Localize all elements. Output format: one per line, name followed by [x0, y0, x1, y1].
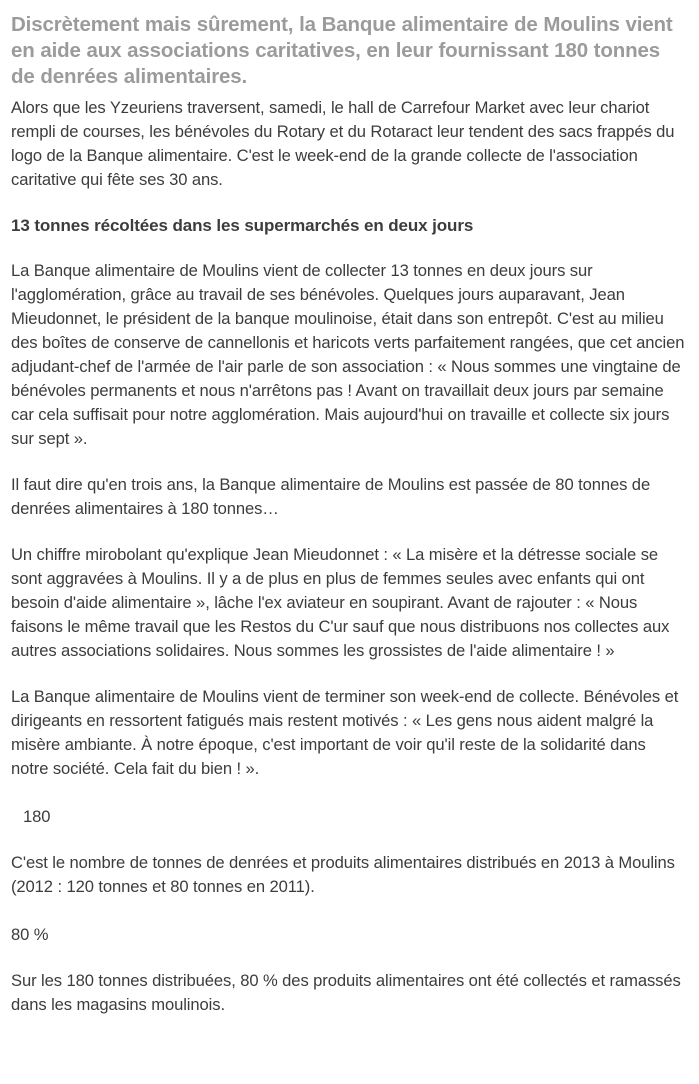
article-headline: Discrètement mais sûrement, la Banque alimentaire de Moulins vient en aide aux associations caritatives, en leur fournissant 180 tonnes de denrées alimentaires.: [11, 13, 673, 88]
article-lead-paragraph: Alors que les Yzeuriens traversent, samedi, le hall de Carrefour Market avec leur chariot rempli de courses, les bénévoles du Rotary et du Rotaract leur tendent des sacs frappés du logo de la Banque alimentaire. C'est le week-end de la grande collecte de l'association caritative qui fête ses 30 ans.: [11, 98, 675, 189]
article-paragraph-3: Un chiffre mirobolant qu'explique Jean Mieudonnet : « La misère et la détresse sociale se sont aggravées à Moulins. Il y a de plus en plus de femmes seules avec enfants qui ont besoin d'aide alimentaire », lâche l'ex aviateur en soupirant. Avant de rajouter : « Nous faisons le même travail que les Restos du C'ur sauf que nous distribuons nos collectes aux autres associations solidaires. Nous sommes les grossistes de l'aide alimentaire ! »: [11, 545, 670, 660]
article-paragraph-1: La Banque alimentaire de Moulins vient de collecter 13 tonnes en deux jours sur l'agglomération, grâce au travail de ses bénévoles. Quelques jours auparavant, Jean Mieudonnet, le président de la banque moulinoise, était dans son entrepôt. C'est au milieu des boîtes de conserve de cannellonis et haricots verts parfaitement rangées, que cet ancien adjudant-chef de l'armée de l'air parle de son association : « Nous sommes une vingtaine de bénévoles permanents et nous n'arrêtons pas ! Avant on travaillait deux jours par semaine car cela suffisait pour notre agglomération. Mais aujourd'hui on travaille et collecte six jours sur sept ».: [11, 261, 685, 448]
article-paragraph-4: La Banque alimentaire de Moulins vient de terminer son week-end de collecte. Bénévoles et dirigeants en ressortent fatigués mais restent motivés : « Les gens nous aident malgré la misère ambiante. À notre époque, c'est important de voir qu'il reste de la solidarité dans notre société. Cela fait du bien ! ».: [11, 687, 679, 778]
article-paragraph-2: Il faut dire qu'en trois ans, la Banque alimentaire de Moulins est passée de 80 tonnes de denrées alimentaires à 180 tonnes…: [11, 475, 651, 518]
article-subheading: 13 tonnes récoltées dans les supermarchés en deux jours: [11, 216, 474, 235]
key-figure-value-1: 180: [23, 807, 51, 826]
key-figure-description-1: C'est le nombre de tonnes de denrées et produits alimentaires distribués en 2013 à Moulins (2012 : 120 tonnes et 80 tonnes en 2011).: [11, 853, 675, 896]
key-figure-value-2: 80 %: [11, 925, 49, 944]
key-figure-description-2: Sur les 180 tonnes distribuées, 80 % des produits alimentaires ont été collectés et ramassés dans les magasins moulinois.: [11, 971, 681, 1014]
